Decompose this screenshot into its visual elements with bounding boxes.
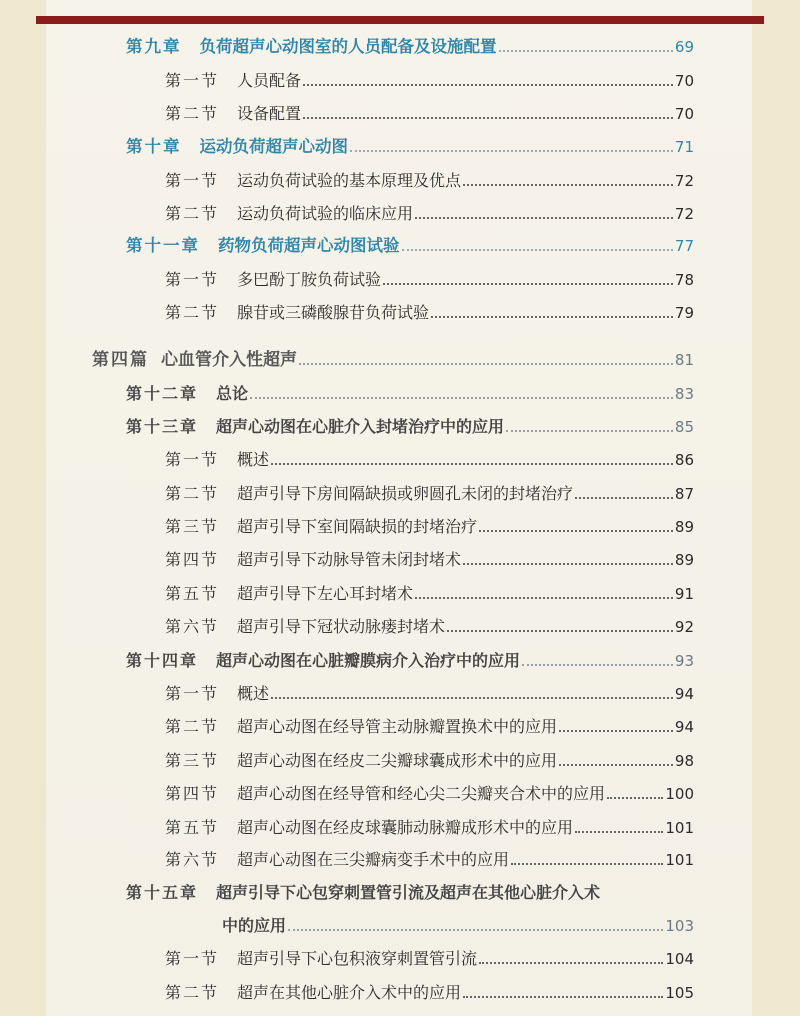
section-label: 第六节 — [165, 617, 220, 636]
section-label: 第五节 — [165, 584, 220, 603]
dot-leader — [447, 630, 673, 632]
section-title: 超声在其他心脏介入术中的应用 — [237, 983, 462, 1002]
toc-chapter-continuation[interactable] — [222, 915, 694, 937]
section-title: 超声心动图在三尖瓣病变手术中的应用 — [237, 850, 510, 869]
toc-section[interactable] — [165, 549, 694, 571]
section-title: 超声引导下室间隔缺损的封堵治疗 — [237, 517, 478, 536]
section-title: 概述 — [237, 684, 270, 703]
page-number: 85 — [674, 418, 694, 436]
dot-leader — [415, 217, 673, 219]
section-title: 运动负荷试验的基本原理及优点 — [237, 171, 462, 190]
dot-leader — [250, 397, 673, 399]
part-label: 第四篇 — [92, 350, 149, 370]
toc-chapter[interactable] — [126, 383, 694, 405]
toc-section[interactable] — [165, 70, 694, 92]
page-number: 70 — [674, 72, 694, 90]
chapter-title: 超声心动图在心脏介入封堵治疗中的应用 — [216, 417, 505, 436]
section-title: 超声心动图在经皮二尖瓣球囊成形术中的应用 — [237, 751, 558, 770]
section-label: 第三节 — [165, 517, 220, 536]
toc-section[interactable] — [165, 483, 694, 505]
page-number: 92 — [674, 618, 694, 636]
toc-section[interactable] — [165, 849, 694, 871]
section-label: 第二节 — [165, 484, 220, 503]
page-number: 98 — [674, 752, 694, 770]
dot-leader — [463, 563, 673, 565]
chapter-label: 第十二章 — [126, 384, 199, 403]
section-label: 第二节 — [165, 204, 220, 223]
dot-leader — [575, 497, 673, 499]
toc-section[interactable] — [165, 269, 694, 291]
dot-leader — [402, 249, 673, 251]
toc-section[interactable] — [165, 817, 694, 839]
dot-leader — [415, 597, 673, 599]
dot-leader — [479, 530, 673, 532]
section-label: 第二节 — [165, 104, 220, 123]
section-title: 超声引导下心包积液穿刺置管引流 — [237, 949, 478, 968]
toc-chapter[interactable] — [126, 882, 694, 904]
toc-section[interactable] — [165, 583, 694, 605]
page-number: 70 — [674, 105, 694, 123]
dot-leader — [575, 831, 663, 833]
toc-section[interactable] — [165, 203, 694, 225]
section-label: 第四节 — [165, 784, 220, 803]
section-title: 概述 — [237, 450, 270, 469]
section-title: 腺苷或三磷酸腺苷负荷试验 — [237, 303, 430, 322]
page-number: 104 — [665, 950, 694, 968]
toc-section[interactable] — [165, 948, 694, 970]
page-number: 81 — [674, 351, 694, 369]
section-label: 第二节 — [165, 983, 220, 1002]
dot-leader — [271, 697, 673, 699]
section-label: 第四节 — [165, 550, 220, 569]
page-number: 71 — [674, 138, 694, 156]
dot-leader — [383, 283, 673, 285]
toc-section[interactable] — [165, 449, 694, 471]
section-label: 第一节 — [165, 171, 220, 190]
dot-leader — [288, 929, 663, 931]
dot-leader — [559, 764, 673, 766]
toc-chapter[interactable] — [126, 235, 694, 257]
section-title: 超声心动图在经导管和经心尖二尖瓣夹合术中的应用 — [237, 784, 606, 803]
section-label: 第一节 — [165, 71, 220, 90]
dot-leader — [511, 863, 663, 865]
toc-section[interactable] — [165, 683, 694, 705]
chapter-title: 药物负荷超声心动图试验 — [218, 236, 400, 255]
section-label: 第一节 — [165, 684, 220, 703]
page-number: 91 — [674, 585, 694, 603]
page-number: 101 — [665, 819, 694, 837]
section-label: 第六节 — [165, 850, 220, 869]
page-number: 69 — [674, 38, 694, 56]
page-number: 101 — [665, 851, 694, 869]
chapter-label: 第十一章 — [126, 236, 200, 255]
page-number: 94 — [674, 718, 694, 736]
dot-leader — [479, 962, 663, 964]
toc-section[interactable] — [165, 616, 694, 638]
section-title: 超声引导下冠状动脉瘘封堵术 — [237, 617, 446, 636]
dot-leader — [350, 150, 673, 152]
section-title: 超声心动图在经导管主动脉瓣置换术中的应用 — [237, 717, 558, 736]
dot-leader — [506, 430, 673, 432]
chapter-title-continuation: 中的应用 — [222, 916, 287, 935]
section-title: 超声引导下动脉导管未闭封堵术 — [237, 550, 462, 569]
toc-part[interactable] — [92, 349, 694, 371]
toc-section[interactable] — [165, 170, 694, 192]
part-title: 心血管介入性超声 — [161, 350, 297, 370]
section-label: 第一节 — [165, 450, 220, 469]
toc-chapter[interactable] — [126, 136, 694, 158]
toc-section[interactable] — [165, 716, 694, 738]
toc-chapter[interactable] — [126, 416, 694, 438]
section-label: 第二节 — [165, 303, 220, 322]
chapter-label: 第十四章 — [126, 651, 199, 670]
page-number: 79 — [674, 304, 694, 322]
toc-section[interactable] — [165, 982, 694, 1004]
chapter-title: 总论 — [216, 384, 249, 403]
section-title: 运动负荷试验的临床应用 — [237, 204, 414, 223]
page-number: 78 — [674, 271, 694, 289]
page-number: 77 — [674, 237, 694, 255]
section-label: 第一节 — [165, 949, 220, 968]
top-border-bar — [36, 16, 764, 24]
section-title: 超声心动图在经皮球囊肺动脉瓣成形术中的应用 — [237, 818, 574, 837]
page-number: 83 — [674, 385, 694, 403]
page-number: 103 — [665, 917, 694, 935]
toc-chapter[interactable] — [126, 650, 694, 672]
page-number: 72 — [674, 172, 694, 190]
section-label: 第五节 — [165, 818, 220, 837]
section-label: 第三节 — [165, 751, 220, 770]
dot-leader — [499, 50, 673, 52]
dot-leader — [463, 184, 673, 186]
dot-leader — [463, 996, 663, 998]
dot-leader — [303, 117, 673, 119]
dot-leader — [559, 730, 673, 732]
section-title: 人员配备 — [237, 71, 302, 90]
chapter-label: 第十三章 — [126, 417, 199, 436]
page-number: 94 — [674, 685, 694, 703]
page-number: 72 — [674, 205, 694, 223]
toc-section[interactable] — [165, 103, 694, 125]
chapter-title: 超声引导下心包穿刺置管引流及超声在其他心脏介入术 — [216, 883, 601, 902]
toc-section[interactable] — [165, 516, 694, 538]
chapter-title: 运动负荷超声心动图 — [199, 137, 348, 156]
page-number: 86 — [674, 451, 694, 469]
toc-chapter[interactable] — [126, 36, 694, 58]
dot-leader — [607, 797, 663, 799]
section-title: 设备配置 — [237, 104, 302, 123]
dot-leader — [522, 664, 673, 666]
toc-section[interactable] — [165, 302, 694, 324]
page-number: 89 — [674, 551, 694, 569]
chapter-title: 负荷超声心动图室的人员配备及设施配置 — [199, 37, 497, 56]
chapter-label: 第十章 — [126, 137, 182, 156]
chapter-label: 第十五章 — [126, 883, 199, 902]
page-number: 100 — [665, 785, 694, 803]
chapter-title: 超声心动图在心脏瓣膜病介入治疗中的应用 — [216, 651, 521, 670]
chapter-label: 第九章 — [126, 37, 182, 56]
section-title: 超声引导下左心耳封堵术 — [237, 584, 414, 603]
page-number: 105 — [665, 984, 694, 1002]
page-number: 89 — [674, 518, 694, 536]
dot-leader — [303, 84, 673, 86]
dot-leader — [271, 463, 673, 465]
toc-section[interactable] — [165, 783, 694, 805]
page-number: 93 — [674, 652, 694, 670]
section-title: 超声引导下房间隔缺损或卵圆孔未闭的封堵治疗 — [237, 484, 574, 503]
section-title: 多巴酚丁胺负荷试验 — [237, 270, 382, 289]
toc-section[interactable] — [165, 750, 694, 772]
dot-leader — [431, 316, 673, 318]
section-label: 第一节 — [165, 270, 220, 289]
page-number: 87 — [674, 485, 694, 503]
dot-leader — [299, 363, 673, 365]
section-label: 第二节 — [165, 717, 220, 736]
